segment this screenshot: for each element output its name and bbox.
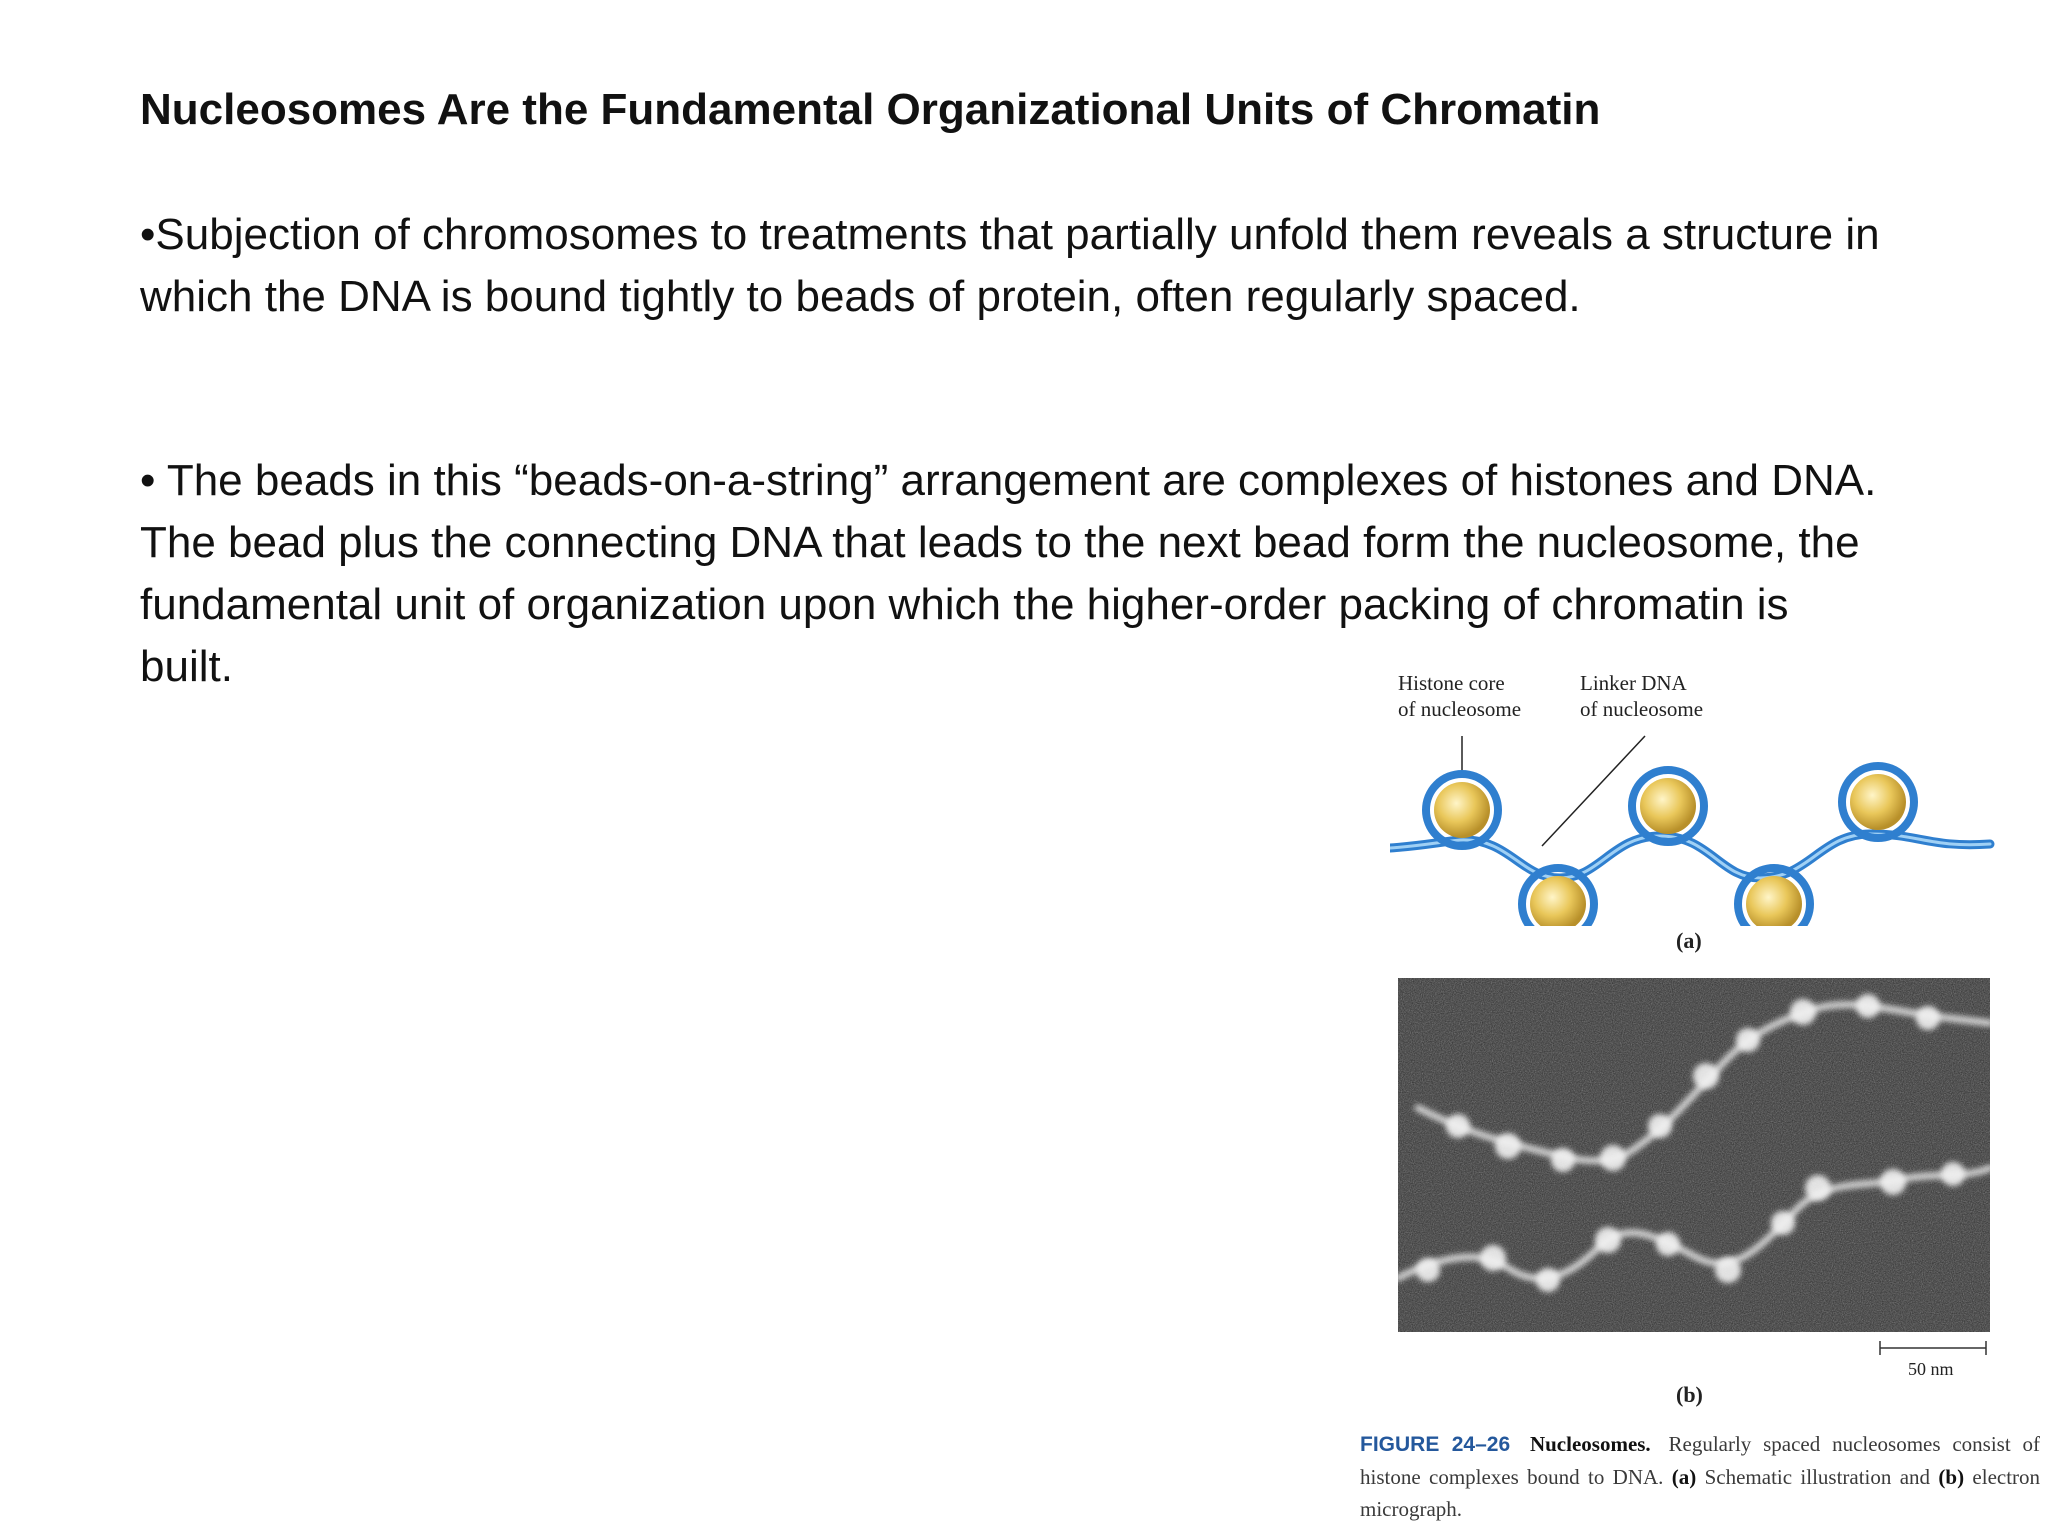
nucleosome-bead xyxy=(1632,770,1704,842)
bullet-point-unfolding: •Subjection of chromosomes to treatments that partially unfold them reveals a structure in which the DNA is bound tightly to beads of protein, often regularly spaced. xyxy=(140,210,1880,321)
nucleosome-figure xyxy=(1350,660,2040,1536)
electron-micrograph xyxy=(1398,978,1990,1332)
figure-caption xyxy=(1360,1428,2040,1525)
label-linker-line2: of nucleosome xyxy=(1580,697,1704,721)
nucleosome-bead xyxy=(1738,868,1810,926)
panel-b-label: (b) xyxy=(1676,1382,1703,1407)
caption-marker-a: (a) xyxy=(1671,1465,1697,1489)
nucleosome-bead xyxy=(1522,868,1594,926)
slide-title: Nucleosomes Are the Fundamental Organizational Units of Chromatin xyxy=(140,85,1601,134)
linker-leader-line xyxy=(1542,736,1645,846)
nucleosome-bead xyxy=(1426,774,1498,846)
label-linker-line1: Linker DNA xyxy=(1580,671,1687,695)
figure-title: Nucleosomes. xyxy=(1529,1432,1651,1456)
nucleosome-bead xyxy=(1842,766,1914,838)
label-histone-line1: Histone core xyxy=(1398,671,1505,695)
nucleosome-schematic-illustration xyxy=(1390,718,2010,926)
scale-bar-label: 50 nm xyxy=(1908,1359,1954,1379)
figure-number: FIGURE 24–26 xyxy=(1360,1433,1511,1456)
caption-text-1: Regularly spaced nucleosomes consist of histone complexes bound to DNA. xyxy=(1360,1432,2040,1489)
caption-marker-b: (b) xyxy=(1938,1465,1965,1489)
caption-text-3: electron micrograph. xyxy=(1360,1465,2041,1521)
panel-a-label: (a) xyxy=(1676,928,1702,953)
caption-text-2: Schematic illustration and xyxy=(1704,1465,1931,1489)
bullet-point-beads: • The beads in this “beads-on-a-string” arrangement are complexes of histones and DNA. The bead plus the connecting DNA that leads to the next bead form the nucleosome, the fundamental unit of organization upon which the higher-order packing of chromatin is built. xyxy=(140,456,1877,691)
label-histone-line2: of nucleosome xyxy=(1398,697,1522,721)
